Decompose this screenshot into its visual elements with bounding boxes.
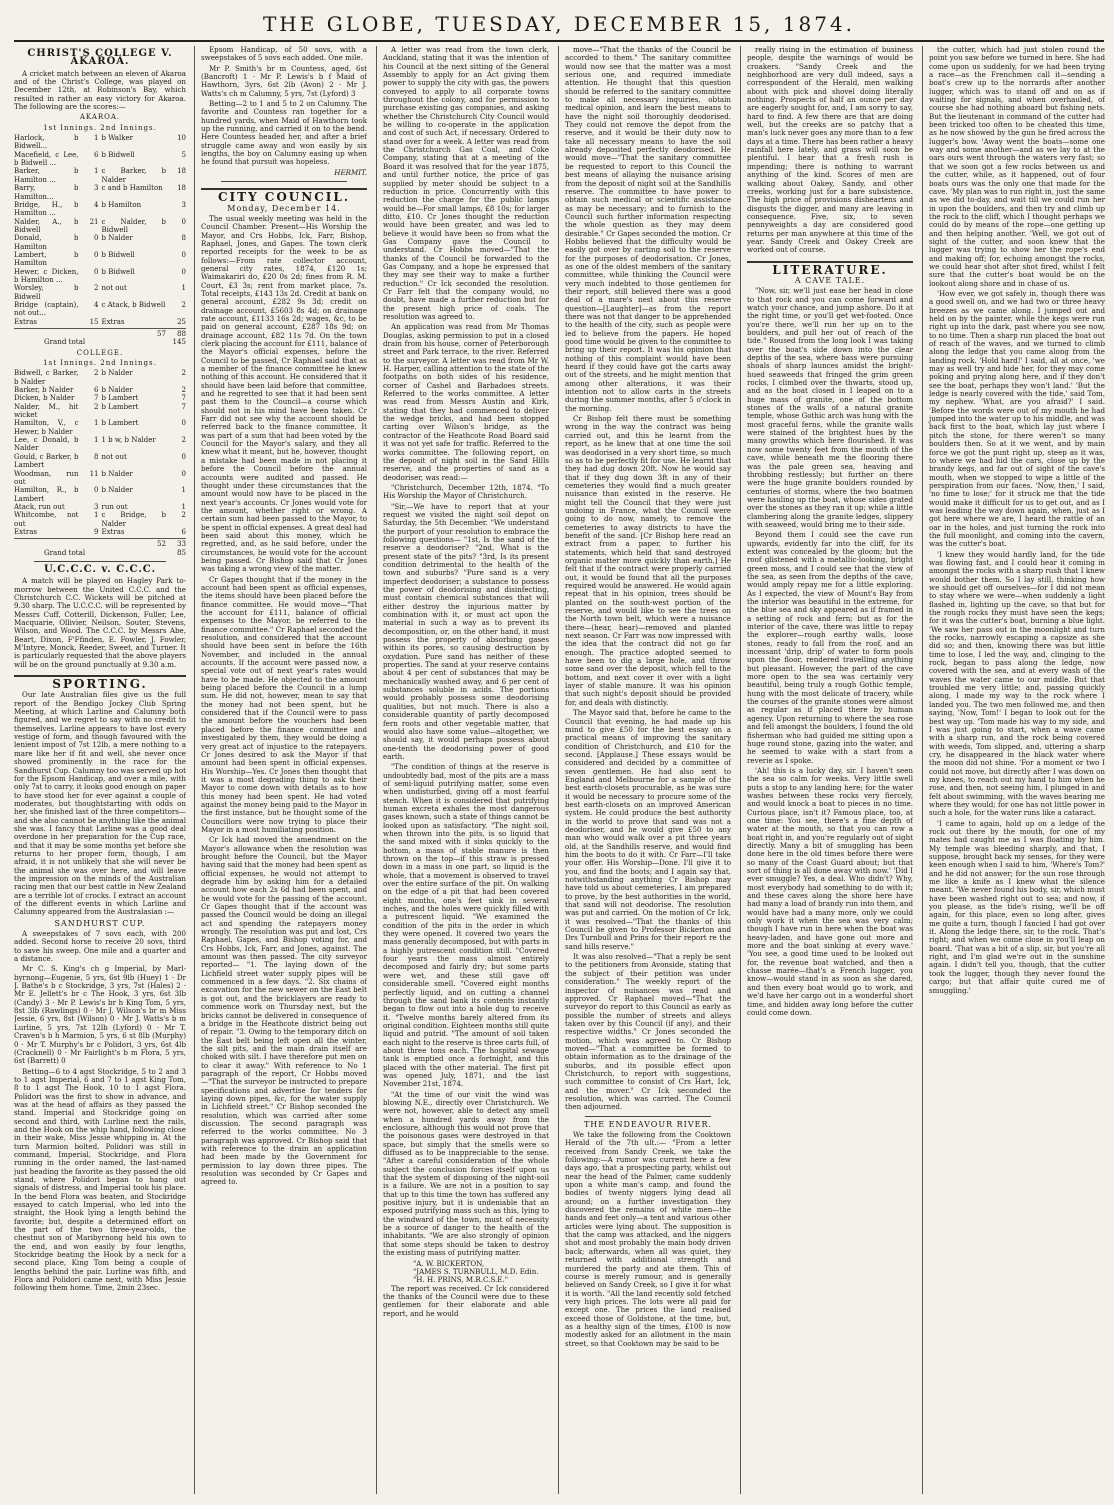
report-letter-head: "Christchurch, December 12th, 1874. "To His Worship the Mayor of Christchurch. (383, 482, 549, 501)
score-cell: Bidwell, c Barker, b Nalder (14, 369, 79, 386)
score-row (14, 151, 186, 168)
score-row (14, 167, 186, 184)
score-cell: 9 (94, 527, 99, 536)
column-1 (14, 46, 186, 1494)
epsom-body-2: Betting—2 to 1 and 5 to 2 on Calumny. The favorite and Countess ran together for a hundred yards, when Maid of Hawthorn took up the running, and carried it on to the bend. Here Countess headed her, and after a brief struggle came away and won easily by six lengths, the boy on Calumny easing up when he found that pursuit was hopeless. (201, 99, 367, 167)
uccc-body: A match will be played on Hagley Park to-morrow between the United C.C.C. and the Christchurch C.C. Wickets will be pitched at 9.30 sharp. The U.C.C.C. will be represented by Messrs Cuff, Cotterill, Dickenson, Fuller, Lee, Macquarie, Ollivier, Neilson, Souter, Stevens, Wilson, and Wood. The C.C.C. by Messrs Abe, Beart, Dixon, F'Ffinden, E. Fowler, J. Fowler, M'Intyre, Monck, Reeder, Sweet, and Turner. It is particularly requested that the above players will be on the ground punctually at 9.30 a.m. (14, 576, 186, 669)
score-cell: Gould, c Barker, b Lambert (14, 452, 79, 470)
tale-body-7: 'I came to again, hold up on a ledge of the rock out there by the mouth, for one of my mates had caught me as I was floating by him. My temple was bleeding sharply, and that, I suppose, brought back my senses, for they were keen enough when I said to him, 'Where's Tom?' and he did not answer; for the sun rose through me like a knife as I knew what the silence meant. 'We never found his body, sir, which must have been washed right out to sea; and now, if you please, as the tide's rising, we'll be off again, for this place, even so long after, gives me quite a turn, though I fancied I had got over it. Along the ledge there, sir, to the rock. That's right; and when we come close in you'll leap on board. 'That was a bit of a slip, sir, but you're all right, and I'm glad we're out in the sunshine again. I didn't tell you, though, that the cutter took the lugger, though they never found the cargo; but that affair quite cured me of smuggling.' (929, 818, 1105, 995)
endeavour-body: We take the following from the Cooktown Herald of the 7th ult.:— "From a letter received from Sandy Creek, we take the following:—A rumor was current here a few days ago, that a prospecting party, whilst out near the head of the Palmer, came suddenly upon a white man's camp, and found the bodies of twenty niggers lying dead all around; on a further investigation they discovered the remains of white men—the hands and feet only—a tent and various other articles were lying about. The supposition is that the camp was attacked, and the niggers shot and most probably the main body driven back; afterwards, when all was quiet, they returned with additional strength and murdered the party and ate them. This of course is merely rumour, and is generally believed on Sandy Creek, so I give it for what it is worth. "All the land recently sold fetched very high prices. The lots were all paid for except one. The prices the land realised exceed those of Goldstone, at the time, but, as a healthy sign of the times, £100 is now modestly asked for an allotment in the main street, so that Cooktown may be said to be (565, 1130, 731, 1348)
council3-body-4: It was also resolved—"That a reply be sent to the petitioners from Avonside, stating that the subject of their petition was under consideration." The weekly report of the inspector of nuisances was read and approved. Cr Raphael moved—"That the surveyor do report to this Council as early as possible the number of streets and alleys taken over by this Council (if any), and their respective widths." Cr Jones seconded the motion, which was agreed to. Cr Bishop moved—"That a committee be formed to obtain information as to the drainage of the suburbs, and its possible effect upon Christchurch, to report with suggestions, such committee to consist of Crs Hart, Ick, and the mover." Cr Ick seconded the resolution, which was carried. The Council then adjourned. (565, 952, 731, 1112)
score-cell: c and b Hamilton (101, 184, 163, 193)
score-cell: 6 (94, 150, 99, 159)
akaroa-grand-total: Grand total 145 (44, 337, 186, 347)
score-row (14, 218, 186, 235)
council-body-3: Cr Ick had moved the amendment on the Mayor's allowance when the resolution was brought before the Council, but the Mayor having said that the money had been spent as official expenses, he would not attempt to degrade him by asking him for a detailed account how each 2s 6d had been spent, and he would vote for the passing of the account. Cr Gapes thought that if the account was passed the Council would be doing an illegal act and spending the ratepayers money wrongly. The resolution was put and lost, Crs Raphael, Gapes, and Bishop voting for, and Crs Hobbs, Ick, Farr, and Jones, against. The amount was then passed. The city surveyor reported— "1. The laying down of the Lichfield street water supply pipes will be commenced in a few days. "2. Six chains of excavation for the new sewer on the East belt is got out, and the bricklayers are ready to commence work on Thursday next, but the bricks cannot be delivered in consequence of a bridge in the Heathcote district being out of repair. "3. Owing to the temporary ditch on the East belt being left open all the winter, the silt pits, and the main drain itself are choked with silt. I have therefore put men on to clear it away." With reference to No 1 paragraph of the report, Cr Hobbs moved—"That the surveyor be instructed to prepare specifications and advertise for tenders for laying down pipes, &c, for the water supply in Lichfield street." Cr Bishop seconded the resolution, which was carried after some discussion. The second paragraph was referred to the works committee. No 3 paragraph was approved. Cr Bishop said that with reference to the drain an application had been made by the Government for permission to lay down three pipes. The resolution was seconded by Cr Gapes and agreed to. (201, 835, 367, 1187)
divider (585, 1116, 711, 1117)
score-cell: b Nalder (101, 486, 133, 495)
epsom-entries: Mr P. Smith's br m Countess, aged, 6st (Bancroft) 1 · Mr P. Lewis's b f Maid of Hawthorn, 3yrs, 6st 2lb (Avon) 2 · Mr J. Watts's ch m Calumny, 5 yrs, 7st (Lyford) 3 (201, 63, 367, 98)
score-cell: Worsley, b Bidwell (14, 284, 79, 301)
college-title: COLLEGE. (76, 348, 124, 357)
score-cell: 25 (177, 317, 186, 326)
cricket-intro: A cricket match between an eleven of Akaroa and of the Christ's College, was played on December 12th, at Robinson's Bay, which resulted in rather an easy victory for Akaroa. The following are the scores:— (14, 68, 186, 112)
score-cell: 6 (181, 527, 186, 536)
score-cell: not out (101, 452, 127, 461)
score-cell: Bridge (captain), not out... (14, 300, 79, 318)
score-cell: Atack, run out (14, 502, 65, 511)
score-row (14, 528, 186, 536)
score-cell: 0 (94, 267, 99, 276)
score-cell: Nalder, A., b Bidwell (14, 217, 79, 234)
score-row (14, 503, 186, 511)
score-cell: 15 (89, 317, 99, 326)
tale-body-3: 'Ah! this is a lucky day, sir. I haven't seen the sea so calm for weeks. Very little swell puts a stop to any landing here; for the water washes between these rocks very fiercely, and would knock a boat to pieces in no time. Curious place, isn't it? Famous place, too, at one time: You see, there's a fine depth of water at the mouth, so that you can row a boat right in, and you're regularly out of sight directly. Many a bit of smuggling has been done here in the old times before there were so many of the Coast Guard about; but that sort of thing is all done away with now.' 'Did I ever smuggle? Yes, a deal. Who didn't? Why, most everybody had something to do with it; and these caves along the shore here have had many a load of brandy run into them, and would have had a many more, only we could only work it when the sea was very calm; though I have run in here when the boat was heavy-laden, and have gone out more and more and the boat sinking at every wave.' 'You see, a good time used to be looked out for, the revenue boat watched, and then a chasse marée—that's a French lugger, you know—would stand in as soon as she dared, and then every boat would go to work, and we'd have her cargo out in a wonderful short time, and hidden away long before the cutter could come down. (747, 765, 913, 1017)
akaroa-score-table (14, 134, 186, 326)
score-cell: 0 (181, 217, 186, 226)
score-cell: 0 (181, 419, 186, 428)
score-row (14, 184, 186, 201)
sporting-body-2: A sweepstakes of 7 sovs each, with 200 added. Second horse to receive 20 sovs, third to save his sweep. One mile and a quarter and a distance. (14, 929, 186, 964)
score-cell: 0 (181, 469, 186, 478)
score-cell: 2 (181, 300, 186, 309)
score-row (14, 369, 186, 386)
score-cell: 0 (181, 267, 186, 276)
score-cell: 8 (94, 452, 99, 461)
council2-body-2: An application was read from Mr Thomas Douglas, asking permission to put in a closed drain from his house, corner of Peterborough street and Park terrace, to the river. Referred to the surveyor. A letter was read from Mr W. H. Harper, calling attention to the state of the footpaths on both sides of his residence, corner of Cashel and Barbadoes streets. Referred to the works committee. A letter was read from Messrs Austin and Kirk, stating that they had commenced to deliver the wedge bricks, and had been stopped carting over Wilson's bridge, as the contractor of the Heathcote Road Board said it was not yet safe for traffic. Referred to the works committee. The following report, on the deposit of night soil in the Sand Hills reserve, and the properties of sand as a deodoriser, was read:— (383, 322, 549, 482)
score-cell: 7 (181, 394, 186, 403)
council3-body-1: move—"That the thanks of the Council be accorded to them." The sanitary committee would now see that the matter was a most serious one, and required immediate attention. He thought that this question should be referred to the sanitary committee to make all necessary inquiries, obtain medical opinion, and learn the best means to have the night soil thoroughly deodorised. They could not remove the depot from the reserve, and it would be their duty now to take all necessary means to have the soil already deposited perfectly deodorised. He would move—"That the sanitary committee be requested to report to this Council the best means of allaying the nuisance arising from the deposit of night soil at the Sandhills reserve. The committee to have power to obtain such medical or scientific assistance as may be necessary; and to furnish to the Council such further information respecting the whole question as they may deem desirable." Cr Gapes seconded the motion. Cr Hobbs believed that the difficulty would be easily got over by carting soil to the reserve for the purposes of deodorisation. Cr Jones, as one of the oldest members of the sanitary committee, while thinking the Council were very much indebted to those gentlemen for their report, still believed there was a good deal of a mare's nest about this reserve question—[Laughter]—as from the report there was not that danger to be apprehended to the health of the city, such as people were led to believe from the papers. He hoped good time would be given to the committee to bring up their report. It was his opinion that nothing of this complaint would have been heard if they could have got the carts away out of the streets, and he might mention that among other alterations, it was their intention not to allow carts in the streets during the summer months, after 5 o'clock in the morning. (565, 46, 731, 413)
score-cell: 0 (94, 234, 99, 243)
score-row (14, 386, 186, 394)
score-cell: Dicken, b Nalder (14, 394, 75, 403)
sporting-entries: Mr C. S. King's ch g Imperial, by Marl-byrnong—Eugenie, 5 yrs, 6st 9lb (Huey) 1 · Dr J. Bathe's b c Stockridge, 3 yrs, 7st (Hales) 2 · Mr E. Jellett's br c The Hook, 3 yrs, 6st 3lb (Candy) 3 · Mr P. Lewis's br h King Tom, 5 yrs, 8st 3lb (Rawlings) 0 · Mr J. Wilson's br m Miss Jessie, 6 yrs, 8st (Wilson) 0 · Mr J. Watts's b m Lurline, 5 yrs, 7st 12lb (Lyford) 0 · Mr T. Craven's b h Marmion, 5 yrs, 6 st 8lb (Murphy) 0 · Mr T. Murphy's br c Polidori, 3 yrs, 6st 4lb (Cracknell) 0 · Mr Fairlight's b m Flora, 5 yrs, 6st (Barrett) 0 (14, 964, 186, 1066)
score-cell: 1 (94, 167, 99, 176)
score-cell: Nalder, M., hit wicket (14, 402, 79, 420)
score-cell: 2 (181, 369, 186, 378)
column-3 (376, 46, 549, 1494)
score-cell: 3 (94, 502, 99, 511)
score-row (14, 486, 186, 503)
divider (34, 561, 166, 562)
score-cell: b Lambert (101, 394, 139, 403)
score-cell: 2 (181, 386, 186, 395)
score-cell: c Atack, b Bidwell (101, 300, 166, 309)
score-cell: 7 (94, 394, 99, 403)
score-cell: b Nalder (101, 234, 133, 243)
score-cell: 4 (94, 300, 99, 309)
uccc-heading: U.C.C.C. v. C.C.C. (43, 563, 157, 575)
column-5 (740, 46, 913, 1494)
score-cell: Barker, b Hamilton ... (14, 167, 79, 184)
score-cell: c Nalder, b Bidwell (101, 217, 166, 234)
council2-body-3: "Sir,—We have to report that at your request we visited the night soil depot on Saturday, the 5th December. "We understand the purport of your resolution to embrace the following questions— "1st, Is the sand of the reserve a deodoriser? "2nd, What is the present state of the pits? "3rd, Is its present condition detrimental to the health of the town and suburbs? "Pure sand is a very imperfect deodoriser; a substance to possess the power of deodorising and disinfecting, must contain chemical substances that will either destroy the injurious matter by combination with it, or must act upon the material in such a way as to prevent its decomposition, or, on the other hand, it must possess the property of absorbing gases within its pores, so causing destruction by oxydation. Pure sand has neither of these properties. The sand at your reserve contains about 4 per cent of substances that may be mechanically washed away, and 6 per cent of substances soluble in acids. The portions would probably possess some deodorising qualities, but not much. There is also a considerable quantity of partly decomposed fern roots and other vegetable matter, that would also have some value—altogether, we should say, it would perhaps possess about one-tenth the deodorising power of good earth. (383, 501, 549, 761)
score-row (14, 268, 186, 285)
score-cell: 1 (94, 419, 99, 428)
score-row (14, 511, 186, 528)
council-date: Monday, December 14. (227, 203, 341, 213)
score-cell: 0 (94, 486, 99, 495)
score-cell: 0 (94, 250, 99, 259)
score-cell: b Nalder (101, 469, 133, 478)
tale-body-4: the cutter, which had just stolen round the point you saw before we turned in here. She had come upon us suddenly, for we had been trying a race—as the Frenchmen call it—sending a boat's crew up to the norrards after another lugger, which was to stand off and on as if waiting for signals, and when overhauled, of course she had nothing aboard but fishing nets. But the lieutenant in command of the cutter had been tricked too often to be cheated this time, as he now showed by the gun he fired across the lugger's bow. 'Away went the boats—some one way and some another—and as we lay to at the oars ours went through the waters very fast; so that we soon got a few rocks between us and the cutter, while, as it happened, out of four boats ours was the only one that made for the cave. 'My plan was to run right in, just the same as we did to-day, and wait till we could run her in upon the boulders, and then try and climb up the rock to the cliff, which I thought perhaps we could do by means of the rope—one getting up and then helping another. 'Well, we got out of sight of the cutter, and soon knew that the lugger was trying to show her the rope's end and making off; for, echoing amongst the rocks, we could hear shot after shot fired, whilst I felt sure that the cutter's boat would be on the lookout along shore and in chase of us. (929, 46, 1105, 288)
tale-body-5: 'How ever, we got safely in, though there was a good swell on, and we had two or three heavy breezes as we came along. I jumped out and held on by the painter, while the kegs were run right up into the dark, past where you see now, to no time. Then a sharp run placed the boat out of reach of the waves, and we turned to climb along the ledge that you came along from the landing rock. 'Hold hard!' I said, all at once, 'we may as well try and hide her, for they may come poking and prying along here, and if they don't see the boat, perhaps they won't land.' 'But the ledge is nearly covered with the tide,' said Tom, my nephew. 'What, are you afraid?' I said. 'Before the words were out of my mouth he had jumped into the water up to his middle, and was back first to the boat, which lay just where I pitch the stone, for there weren't so many boulders then. So at it we went, and by main force we got the punt right up, steep as it was, to where we had hid the cars, close up by the brandy kegs, and far out of sight of the cave's mouth, when we stopped to wipe a little of the perspiration from our faces. 'Now, then,' I said, 'no time to lose;' for it struck me that the tide would make it difficult for us to get out, and as I was leading the way down again, when, just as I got here where we are, I heard the rattle of an oar in the holes, and just turning the rock into the full moonlight, and coming into the cavern, was the cutter's boat. (929, 288, 1105, 549)
tale-body-1: "Now, sir, we'll just ease her head in close to that rock and you can come forward and watch your chance, and jump ashore. Do it at the right time, or you'll get wet-footed. Once you're there, we'll run her up on to the boulders, and pull her out of reach of the tide." Roused from the long look I was taking over the boat's side down into the clear depths of the sea, where bass were pursuing shoals of sharp launces amidst the bright-hued seaweeds that fringed the grim green rocks, I climbed over the thwarts, stood up, and as the boat closed in I leaped on to a huge mass of granite, one of the bottom stones of the walls of a natural granite temple, whose Gothic arch was hung with the most graceful ferns, while the granite walls were stained of the brightest hues by the many growths which here flourished. It was now some twenty feet from the mouth of the cave, while beneath me the flooring there was the pale green sea, heaving and throbbing restlessly; but further on there were the huge granite boulders rounded by centuries of storms, where the two boatmen were hauling up the boat, whose sides grated over the stones as they ran it up; while a little clambering along the granite ledges, slippery with seaweed, would bring me to their side. (747, 286, 913, 529)
report-signature-2: "JAMES S. TURNBULL, M.D. Edin. (413, 1266, 539, 1276)
epsom-body-1: Epsom Handicap, of 50 sovs, with a sweepstakes of 5 sovs each added. One mile. (201, 46, 367, 63)
score-cell: 0 (181, 250, 186, 259)
score-cell: Donald, b Hamilton (14, 234, 79, 251)
score-cell: Extras (14, 317, 37, 326)
score-row (14, 318, 186, 326)
council3-body-2: Cr Bishop felt there must be something wrong in the way the contract was being carried out, and this he learnt from the report, as he knew that at one time the soil was deodorised in a very short time, so much so as to be perfectly fit for use. He learnt that they had dug down 20ft. Now he would say that if they dug down 3ft in any of their cemeteries they would find a much greater nuisance than existed in the reserve. He might tell the Council that they were just undoing in France, what the Council were going to do now, namely, to remove the cemeteries to away districts to have the benefit of the sand. [Cr Bishop here read an extract from a paper, to further his statements, which held that sand destroyed organic matter more quickly than earth.] He felt that if the contract were properly carried out, it would be found that all the purposes required would be answered. He would again repeat that in his opinion, trees should be planted on the south-west portion of the reserve, and would like to see the trees on the North town belt, which were a nuisance there—(hear, hear)—removed and planted next season. Cr Farr was now impressed with the idea that the contract did not go far enough. The practice adopted seemed to have been to dig a large hole, and throw some sand over the deposit, which fell to the bottom, and next cover it over with a light layer of stable manure. It was his opinion that such night's deposit should be provided for, and deals with distinctly. (565, 414, 731, 707)
score-cell: 1 (181, 284, 186, 293)
score-cell: Macefield, c Lee, b Bidwell ... (14, 150, 79, 168)
columns (14, 46, 1104, 1494)
score-cell: 1 b w, b Nalder (101, 436, 156, 445)
score-cell: 1 (94, 511, 99, 520)
score-cell: Extras (101, 317, 125, 326)
cricket-heading: CHRIST'S COLLEGE V. AKAROA. (27, 48, 173, 68)
score-cell: Extras (101, 527, 125, 536)
score-cell: 3 (94, 184, 99, 193)
score-cell: Hamilton, V., c Hewer, b Nalder (14, 419, 79, 436)
score-cell: 11 (89, 469, 99, 478)
score-cell: 10 (177, 134, 186, 143)
score-cell: 3 (181, 200, 186, 209)
score-row (14, 284, 186, 301)
score-cell: 0 (181, 452, 186, 461)
score-row (14, 251, 186, 268)
score-cell: 1 (94, 436, 99, 445)
score-cell: run out (101, 502, 128, 511)
tale-body-6: 'I knew they would hardly land, for the tide was flowing fast, and I could hear it coming in amongst the rocks with a sharp rush that I knew would bother them. So I lay still, thinking how we should get off ourselves—for I did not mean to stay where we were—when suddenly a light flashed in, lighting up the cave, so that but for the rough rocks they must have seen the kegs; for it was the cutter's boat, burning a blue light. 'We saw her pass out in the moonlight and turn the rocks, narrowly escaping a capsize as she did so; and then, knowing there was but little time to lose, I led the way, and, clinging to the rock, began to pass along the ledge, now covered with the sea, and at every wash of the waves the water came to our middle. But that troubled me very little; and, passing quickly along, I made my way to the rock where I landed you. The two men followed me, and then saying, 'Now, Tom!' I began to look out for the best way up. 'Tom made his way to my side, and I was just going to start, when a wave came with a sharp run, and the rock being covered with weeds, Tom slipped, and, uttering a sharp cry, he disappeared in the black water where the moon did not shine. 'For a moment or two I could not move, but directly after I was down on my knees, to reach out my hand to him when he rose, and then, not seeing him, I plunged in and felt about swimming, with the waves bearing me where they would; for one has not little power in such a hole, for the water runs like a cataract. (929, 549, 1105, 818)
score-row (14, 419, 186, 436)
score-cell: Lambert, b Hamilton (14, 250, 79, 268)
score-cell: 8 (181, 234, 186, 243)
score-cell: Bridge, H., b Hamilton ... (14, 200, 79, 218)
score-cell: Hewer, c Dicken, b Hamilton ... (14, 267, 79, 284)
score-cell: b Nalder (101, 386, 133, 395)
endeavour-heading: THE ENDEAVOUR RIVER. (583, 1119, 713, 1129)
akaroa-title: AKAROA. (79, 113, 121, 122)
endeavour2-body-1: really rising in the estimation of business people, despite the warnings of would be croakers. "Sandy Creek and the neighborhood are very dull indeed, says a correspondent of the Herald, men walking about with pick and shovel doing literally nothing. Prospects of half an ounce per day are eagerly sought for, and, I am sorry to say, hard to find. A few there are that are doing well, but the creeks are so patchy that a man's luck never goes any more than to a few days at a time. There has been rather a heavy rainfall here lately, and grass will soon be plentiful. I hear that a fresh rush is impending; there is nothing to warrant anything of the kind. Scores of men are walking about Oakey, Sandy, and other creeks, working just for a bare subsistence. The high price of provisions disheartens and disgusts the digger, and many are leaving in consequence. Five, six, to seven pennyweights a day are considered good returns per man anywhere at this time of the year. Sandy Creek and Oakey Creek are worked out of course. (747, 46, 913, 255)
score-row (14, 234, 186, 251)
college-score-table (14, 369, 186, 536)
score-cell: 18 (177, 184, 186, 193)
score-row (14, 436, 186, 453)
score-row (14, 201, 186, 218)
score-row (14, 394, 186, 402)
council3-body-3: The Mayor said that, before he came to the Council that evening, he had made up his mind to give £50 for the best essay on a practical means of improving the sanitary condition of Christchurch, and £10 for the second. [Applause.] These essays would be considered and decided by a committee of seven gentlemen. He had also sent to England and Melbourne for a sample of the best earth-closets procurable, as he was sure it would be necessary to procure some of the best earth-closets on an improved American system. He could produce the best authority in the world to prove that sand was not a deodoriser, and he would give £50 to any man who would walk over a pit three years old, at the Sandhills reserve, and would find him the boots to do it with. Cr Farr—I'll take your offer. His Worship—Done. I'll give it to you, and find the boots; and I again say that, notwithstanding anything Cr Bishop may have told us about cemeteries, I am prepared to prove, by the best authorities in the world, that sand will not deodorise. The resolution was put and carried. On the motion of Cr Ick, it was resolved—"That the thanks of this Council be given to Professor Bickerton and Drs Turnbull and Prins for their report re the sand hills reserve." (565, 708, 731, 951)
sandhurst-cup-heading: SANDHURST CUP. (54, 918, 146, 928)
score-cell: 2 (181, 436, 186, 445)
newspaper-page (14, 10, 1104, 1498)
score-cell: c Bridge, b Nalder (101, 511, 166, 528)
column-2 (194, 46, 367, 1494)
sporting-body-1: Our late Australian files give us the full report of the Bendigo Jockey Club Spring Meeting, at which Larline and Calumny both figured, and we regret to say with no credit to themselves. Larline appears to have lost every vestige of form, and though favoured with the lenient impost of 7st 12lb, a mere nothing to a mare like her if fit and well, she never once showed prominently in the race for the Sandhurst Cup. Calumny too was served up hot for the Epsom Handicap, and over a mile, with only 7st to carry, it looks good enough on paper to have stood her for ever against a couple of moderates, but thoughtstarting with odds on her, she finished last of the three competitors—and she also cannot be anything like the animal she was. I fancy that Larline was a good deal overdone in her preparation for the Cup race, and that it may be some months yet before she returns to her proper form, though, I am afraid, it is not unlikely that she will never be the animal she was over here, and will leave the impression on the minds of the Australian racing men that our best cattle in New Zealand are a terrible lot of crocks. I extract an account of the different events in which Larline and Calumny appeared from the Australasian :— (14, 690, 186, 917)
score-cell: b Walker (101, 134, 133, 143)
tale-body-2: Beyond them I could see the cave run upwards, evidently far into the cliff, for its extent was concealed by the gloom; but the roof glistened with a metallic-looking, bright green moss, and I could see that the view of the sea, as seen from the depths of the cave, would amply repay me for a little exploring. As I expected, the view of Mount's Bay from the interior was beautiful in the extreme, for the blue sea and sky appeared as if framed in a setting of rock and fern; but as for the interior of the cave, there was little to repay the explorer—rough earthy walls, loose stones, ready to fall from the roof, and an incessant 'drip, drip' of water to form pools upon the floor, rendered travelling anything but pleasant. However, the part of the cave more open to the sea was certainly very beautiful, being truly a rough Gothic temple, hung with the most delicate of tracery, while the courses of the granite stones were almost as regular as if placed there by human agency. Upon returning to where the sea rose and fell amongst the boulders, I found the old fisherman who had guided me sitting upon a huge round stone, gazing into the water, and he seemed to wake with a start from a reverie as I spoke. (747, 530, 913, 765)
score-cell: Extras (14, 527, 37, 536)
score-row (14, 134, 186, 151)
literature-heading: LITERATURE. (747, 261, 913, 274)
score-cell: 5 (181, 150, 186, 159)
masthead-title: THE GLOBE, TUESDAY, DECEMBER 15, 1874. (262, 12, 856, 36)
divider (221, 181, 347, 182)
score-cell: Harlock, b Bidwell... (14, 134, 79, 151)
council2-body-4: "The condition of things at the reserve is undoubtedly bad, most of the pits are a mass of semi-liquid putrifying matter, some even when undisturbed, giving off a most fearful stench. When it is considered that putrifying human excreta exhales the most dangerous gases known, such a state of things cannot be looked upon as satisfactory. "The night soil, when thrown into the pits, is so liquid that the sand mixed with it sinks quickly to the bottom, a mass of stable manure is then thrown on the top—if this straw is pressed down in a mass in one part, so liquid is the whole, that a movement is observed to travel over the entire surface of the pit. On walking on the edge of a pit that had been covered eight months, one's feet sink in several inches, and the holes were quickly filled with a putrescent liquid. "We examined the condition of the pits in the order in which they were opened. It covered two years the mass generally decomposed, but with parts in a highly putrescent condition still. "Covered four years the mass almost entirely decomposed and fairly dry; but some parts were wet, and these still gave off considerable smell. "Covered eight months perfectly liquid, and on cutting a channel through the sand bank its contents instantly began to flow out into a hole dug to receive it. "Twelve months barely altered from its original condition. Eighteen months still quite liquid and putrid. "The amount of soil taken each night to the reserve is three carts full, of about three tons each. The hospital sewage tank is emptied once a fortnight, and this placed with the other material. The first pit was opened July, 1871, and the last November 21st, 1874. (383, 762, 549, 1089)
council2-body-5: "At the time of our visit the wind was blowing N.E., directly over Christchurch. We were not, however, able to detect any smell when a hundred yards away from the enclosure, although this would not prove that the poisonous gases were destroyed in that space, but simply that the smells were so diffused as to be inappreciable to the sense. "After a careful consideration of the whole subject the conclusion forces itself upon us that the system of disposing of the night-soil is a failure. We are not in a position to say that up to this time the town has suffered any positive injury, but it is undeniable that an exposed putrifying mass such as this, lying to the windward of the town, must of necessity be a source of danger to the health of the inhabitants. "We are also strongly of opinion that some steps should be taken to destroy the existing mass of putrifying matter. (383, 1089, 549, 1258)
score-cell: 7 (181, 402, 186, 411)
score-cell: 18 (177, 167, 186, 176)
akaroa-totals: 57 88 (14, 328, 186, 338)
score-row (14, 453, 186, 470)
score-cell: 2 (181, 511, 186, 520)
score-cell: b Bidwell (101, 150, 135, 159)
column-4 (558, 46, 731, 1494)
college-innings-header: 1st Innings. 2nd Innings. (43, 359, 157, 368)
score-cell: 2 (94, 402, 99, 411)
report-signature-3: "H. H. PRINS, M.R.C.S.E." (413, 1275, 508, 1285)
score-cell: b Hamilton (101, 200, 142, 209)
score-cell: 1 (181, 502, 186, 511)
akaroa-innings-header: 1st Innings. 2nd Innings. (43, 123, 157, 132)
score-cell: not out (101, 284, 127, 293)
sporting-heading: SPORTING. (14, 675, 186, 688)
score-cell: b Bidwell (101, 267, 135, 276)
score-cell: b Lambert (101, 419, 139, 428)
score-cell: c Barker, b Nalder (101, 167, 166, 184)
column-6 (922, 46, 1105, 1494)
score-cell: 6 (94, 386, 99, 395)
score-cell: 1 (181, 486, 186, 495)
score-cell: 21 (89, 217, 99, 226)
score-cell: 4 (94, 200, 99, 209)
masthead (14, 10, 1104, 42)
score-row (14, 470, 186, 487)
score-row (14, 403, 186, 420)
score-cell: Woodman, run out (14, 469, 79, 486)
council-body-2: Cr Gapes thought that if the money in the account had been spent as official expenses, the items should have been placed before the finance committee. He would move—"That the account for £111, balance of official expenses to the Mayor, be referred to the finance committee." Cr Raphael seconded the resolution, and considered that the account should have been sent in before the 16th November, and included in the annual accounts. If the account were passed now, a special vote out of next year's rates would have to be made. He objected to the amount being placed before the Council in a lump sum. He did not, however, mean to say that the money had not been spent, but he considered that if the Council were to pass the amount before the vouchers had been placed before the finance committee and investigated by them, they would be doing a very great act of injustice to the ratepayers. Cr Jones desired to ask the Mayor if that amount had been spent in official expenses. His Worship—Yes. Cr Jones then thought that it was a most degrading thing to ask their Mayor to come down with details as to how this money had been spent. He had voted against the money being paid to the Mayor in the first instance, but he thought some of the Councillors were now trying to place their Mayor in a most humiliating position. (201, 574, 367, 834)
score-cell: b Bidwell (101, 250, 135, 259)
sporting-body-3: Betting—6 to 4 agst Stockridge, 5 to 2 and 3 to 1 agst Imperial, 6 and 7 to 1 agst King Tom, 8 to 1 agst The Hook, 10 to 1 agst Flora. Polidori was the first to show in advance, and was at the head of affairs as they passed the stand. Imperial and Stockridge going on second and third, with Lurline next the rails, and the Hook on the whip hand, following close in their wake, Miss Jessie whipping in. At the turn Marmion bolted. Polidori was still in command, Imperial, Stockridge, and Flora running in the order named, the last-named just heading the favorite as they passed the old stand, where Polidori began to hang out signals of distress, and Imperial took his place. In the bend Flora was beaten, and Stockridge essayed to catch Imperial, who led into the straight, the Hook lying a length behind the favorite; but, despite a determined effort on the part of the two three-year-olds, the chestnut son of Maribyrnong held his own to the end, and won easily by four lengths, Stockridge beating the Hook by a neck for a second place, King Tom being a couple of lengths behind the pair. Lurline was fifth, and Flora and Polidori came next, with Miss Jessie following them home. Time, 2min 23sec. (14, 1066, 186, 1293)
score-cell: Lee, c Donald, b Nalder (14, 436, 79, 453)
score-cell: 2 (94, 284, 99, 293)
cave-tale-heading: A CAVE TALE. (794, 275, 866, 285)
score-cell: 1 (94, 134, 99, 143)
council2-body-1: A letter was read from the town clerk, Auckland, stating that it was the intention of his Council at the next sitting of the General Assembly to apply for an Act giving them power to supply the city with gas, the powers conveyed to apply to all corporate towns throughout the colony, and for permission to purchase existing gas companies, and asking whether the Christchurch City Council would be willing to co-operate in the application and cost of such Act, if necessary. Ordered to stand over for a week. A letter was read from the Christchurch Gas Coal, and Coke Company, stating that at a meeting of the Board it was resolved that for the year 1875, and until further notice, the price of gas supplied by meter should be subject to a reduction in price. Concurrently with this reduction the charge for the public lamps would be—For small lamps, £8 10s; for larger ditto, £10. Cr Jones thought the reduction would have been greater, and was led to believe it would have been so from what the Gas Company gave the Council to understand. Cr Hobbs moved—"That the thanks of the Council be forwarded to the Gas Company, and a hope be expressed that they may see their way to make a further reduction." Cr Ick seconded the resolution. Cr Farr felt that the company would, no doubt, have made a further reduction but for the present high price of coals. The resolution was agreed to. (383, 46, 549, 321)
council-body-1: The usual weekly meeting was held in the Council Chamber. Present—His Worship the Mayor, and Crs Hobbs, Ick, Farr, Bishop, Raphael, Jones, and Gapes. The town clerk reported receipts for the week to be as follows:—From rate collector account, general city rates, 1874, £120 1s; Waimakariri do, £20 0s 2d; fines from R. M. Court, £3 3s; rent from market place, 7s. Total receipts, £143 13s 2d. Credit at bank on general account, £282 9s 3d; credit on drainage account, £5603 8s 4d; on drainage rate account, £1133 16s 2d; wages, &c, to be paid on general account, £287 18s 9d; on drainage account, £82 11s 7d. On the town clerk placing the account for £111, balance of the Mayor's official expenses, before the Council to be passed, Cr Raphael said that as a member of the finance committee he knew nothing of this account. He considered that it should have been laid before that committee, and he regretted to see that it had been sent past them to the Council—a course which should not in his mind have been taken. Cr Farr did not see why the account should be referred back to the finance committee. It was part of a sum that had been voted by the Council for the Mayor's salary, and they all knew what it meant, but he, however, thought a mistake had been made in not placing it before the Council before the annual accounts were audited and passed. He thought under these circumstances that the amount would now have to be placed in the next year's accounts. Cr Jones would vote for the amount, whether right or wrong. A certain sum had been passed to the Mayor, to be spent in official expenses. A great deal had been said about this money, which he regretted, and, as he said before, under the circumstances, he would vote for the account being passed. Cr Bishop said that Cr Jones was taking a wrong view of the matter. (201, 213, 367, 574)
report-signature-1: "A. W. BICKERTON, (413, 1258, 485, 1268)
council2-body-6: The report was received. Cr Ick considered the thanks of the Council were due to these gentlemen for their elaborate and able report, and he would (383, 1283, 549, 1318)
hermit-signature: HERMIT. (334, 167, 367, 177)
score-cell: Barker, b Nalder (14, 386, 74, 395)
score-cell: b Lambert (101, 402, 139, 411)
college-totals: 52 33 (14, 538, 186, 548)
score-cell: 2 (94, 369, 99, 378)
score-cell: Whitcombe, not out (14, 511, 79, 528)
score-cell: Hamilton, R., b Lambert (14, 486, 79, 503)
college-grand-total: Grand total 85 (44, 547, 186, 557)
council-heading: CITY COUNCIL. (201, 188, 367, 201)
score-cell: Barry, b Hamilton... (14, 184, 79, 201)
score-row (14, 301, 186, 318)
score-cell: b Nalder (101, 369, 133, 378)
